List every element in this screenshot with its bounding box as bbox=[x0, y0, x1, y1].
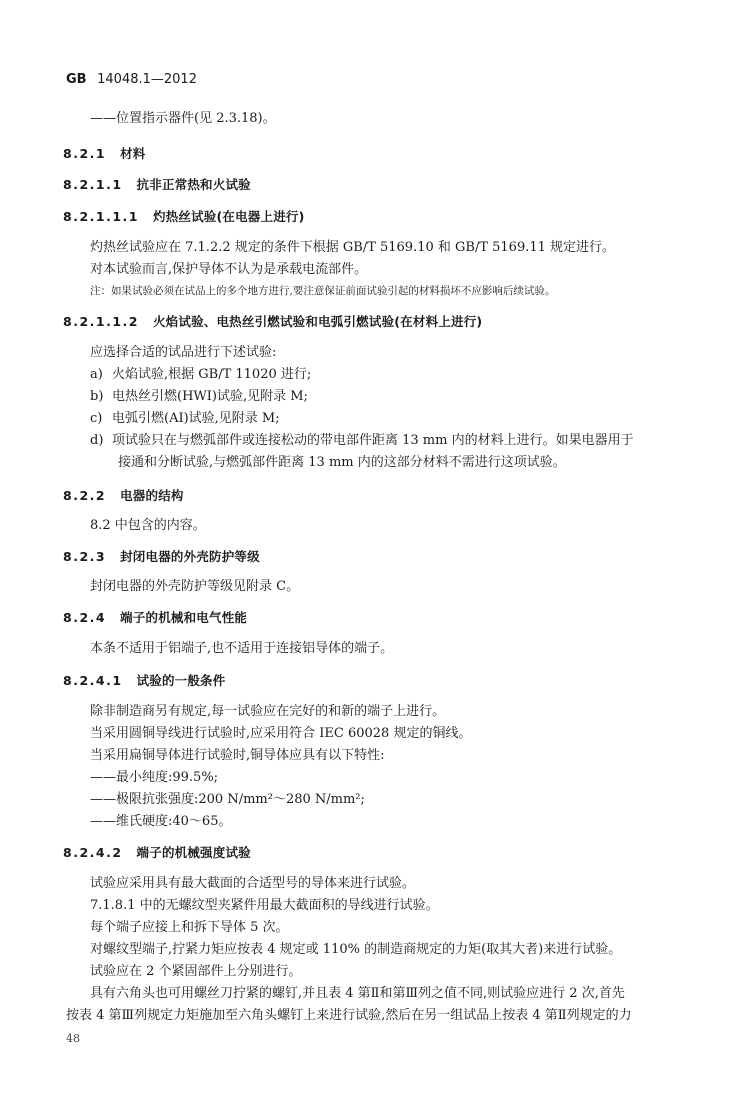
list-text: 电热丝引燃(HWI)试验,见附录 M; bbox=[112, 389, 308, 404]
list-text: 火焰试验,根据 GB/T 11020 进行; bbox=[112, 367, 312, 382]
heading-8-2-1-1-2 bbox=[63, 313, 482, 331]
paragraph: 具有六角头也可用螺丝刀拧紧的螺钉,并且表 4 第Ⅱ和第Ⅲ列之值不同,则试验应进行 2 次,首先 bbox=[90, 986, 625, 1001]
heading-title: 灼热丝试验(在电器上进行) bbox=[152, 209, 305, 224]
standard-header bbox=[66, 71, 197, 89]
heading-8-2-4-2 bbox=[63, 844, 251, 862]
heading-title: 抗非正常热和火试验 bbox=[136, 177, 251, 192]
dash-item: ——极限抗张强度:200 N/mm²～280 N/mm²; bbox=[90, 792, 365, 807]
list-item bbox=[90, 366, 311, 384]
list-text: 电弧引燃(AI)试验,见附录 M; bbox=[112, 411, 280, 426]
list-marker: d) bbox=[90, 433, 104, 448]
heading-8-2-1-1 bbox=[63, 176, 251, 194]
list-text: 项试验只在与燃弧部件或连接松动的带电部件距离 13 mm 内的材料上进行。如果电器用于 bbox=[112, 433, 634, 448]
paragraph: 封闭电器的外壳防护等级见附录 C。 bbox=[90, 579, 300, 594]
paragraph: 当采用扁铜导体进行试验时,铜导体应具有以下特性: bbox=[90, 748, 385, 763]
paragraph: 除非制造商另有规定,每一试验应在完好的和新的端子上进行。 bbox=[90, 704, 446, 719]
list-marker: a) bbox=[90, 367, 103, 382]
paragraph-continuation: 按表 4 第Ⅲ列规定力矩施加至六角头螺钉上来进行试验,然后在另一组试品上按表 4 第Ⅱ列规定的力 bbox=[66, 1008, 632, 1023]
heading-8-2-1-1-1 bbox=[63, 208, 305, 226]
dash-item: ——最小纯度:99.5%; bbox=[90, 770, 219, 785]
heading-number: 8.2.4 bbox=[63, 610, 107, 625]
position-indicator-line: ——位置指示器件(见 2.3.18)。 bbox=[90, 111, 276, 126]
list-item bbox=[90, 410, 280, 428]
list-item bbox=[90, 432, 634, 450]
heading-title: 火焰试验、电热丝引燃试验和电弧引燃试验(在材料上进行) bbox=[152, 314, 483, 329]
heading-number: 8.2.4.1 bbox=[63, 673, 123, 688]
paragraph: 应选择合适的试品进行下述试验: bbox=[90, 345, 277, 360]
heading-title: 材料 bbox=[120, 146, 146, 161]
heading-number: 8.2.1 bbox=[63, 146, 107, 161]
heading-title: 端子的机械和电气性能 bbox=[120, 610, 248, 625]
heading-number: 8.2.3 bbox=[63, 549, 107, 564]
heading-8-2-4-1 bbox=[63, 672, 225, 690]
paragraph: 对本试验而言,保护导体不认为是承载电流部件。 bbox=[90, 262, 368, 277]
list-marker: c) bbox=[90, 411, 103, 426]
paragraph: 每个端子应接上和拆下导体 5 次。 bbox=[90, 920, 289, 935]
paragraph: 试验应在 2 个紧固部件上分别进行。 bbox=[90, 964, 302, 979]
paragraph: 灼热丝试验应在 7.1.2.2 规定的条件下根据 GB/T 5169.10 和 GB/T 5169.11 规定进行。 bbox=[90, 240, 616, 255]
heading-8-2-1 bbox=[63, 145, 146, 163]
heading-title: 电器的结构 bbox=[120, 488, 184, 503]
heading-title: 封闭电器的外壳防护等级 bbox=[120, 549, 260, 564]
paragraph: 对螺纹型端子,拧紧力矩应按表 4 规定或 110% 的制造商规定的力矩(取其大者)来进行试验。 bbox=[90, 942, 622, 957]
heading-number: 8.2.1.1.2 bbox=[63, 314, 139, 329]
heading-number: 8.2.1.1 bbox=[63, 177, 123, 192]
list-item bbox=[90, 388, 308, 406]
heading-number: 8.2.2 bbox=[63, 488, 107, 503]
heading-8-2-3 bbox=[63, 548, 260, 566]
paragraph: 7.1.8.1 中的无螺纹型夹紧件用最大截面积的导线进行试验。 bbox=[90, 898, 439, 913]
heading-8-2-2 bbox=[63, 487, 184, 505]
paragraph: 试验应采用具有最大截面的合适型号的导体来进行试验。 bbox=[90, 876, 416, 891]
heading-8-2-4 bbox=[63, 609, 247, 627]
heading-title: 试验的一般条件 bbox=[136, 673, 226, 688]
paragraph: 当采用圆铜导线进行试验时,应采用符合 IEC 60028 规定的铜线。 bbox=[90, 726, 472, 741]
heading-title: 端子的机械强度试验 bbox=[136, 845, 251, 860]
paragraph: 8.2 中包含的内容。 bbox=[90, 518, 206, 533]
paragraph: 本条不适用于铝端子,也不适用于连接铝导体的端子。 bbox=[90, 641, 394, 656]
heading-number: 8.2.1.1.1 bbox=[63, 209, 139, 224]
dash-item: ——维氏硬度:40～65。 bbox=[90, 814, 232, 829]
list-item-continuation: 接通和分断试验,与燃弧部件距离 13 mm 内的这部分材料不需进行这项试验。 bbox=[118, 455, 566, 470]
note: 注：如果试验必须在试品上的多个地方进行,要注意保证前面试验引起的材料损坏不应影响后续试验。 bbox=[90, 285, 556, 297]
list-marker: b) bbox=[90, 389, 104, 404]
standard-number: 14048.1—2012 bbox=[97, 72, 197, 87]
standard-prefix: GB bbox=[66, 72, 87, 87]
heading-number: 8.2.4.2 bbox=[63, 845, 123, 860]
page-number: 48 bbox=[66, 1032, 80, 1045]
